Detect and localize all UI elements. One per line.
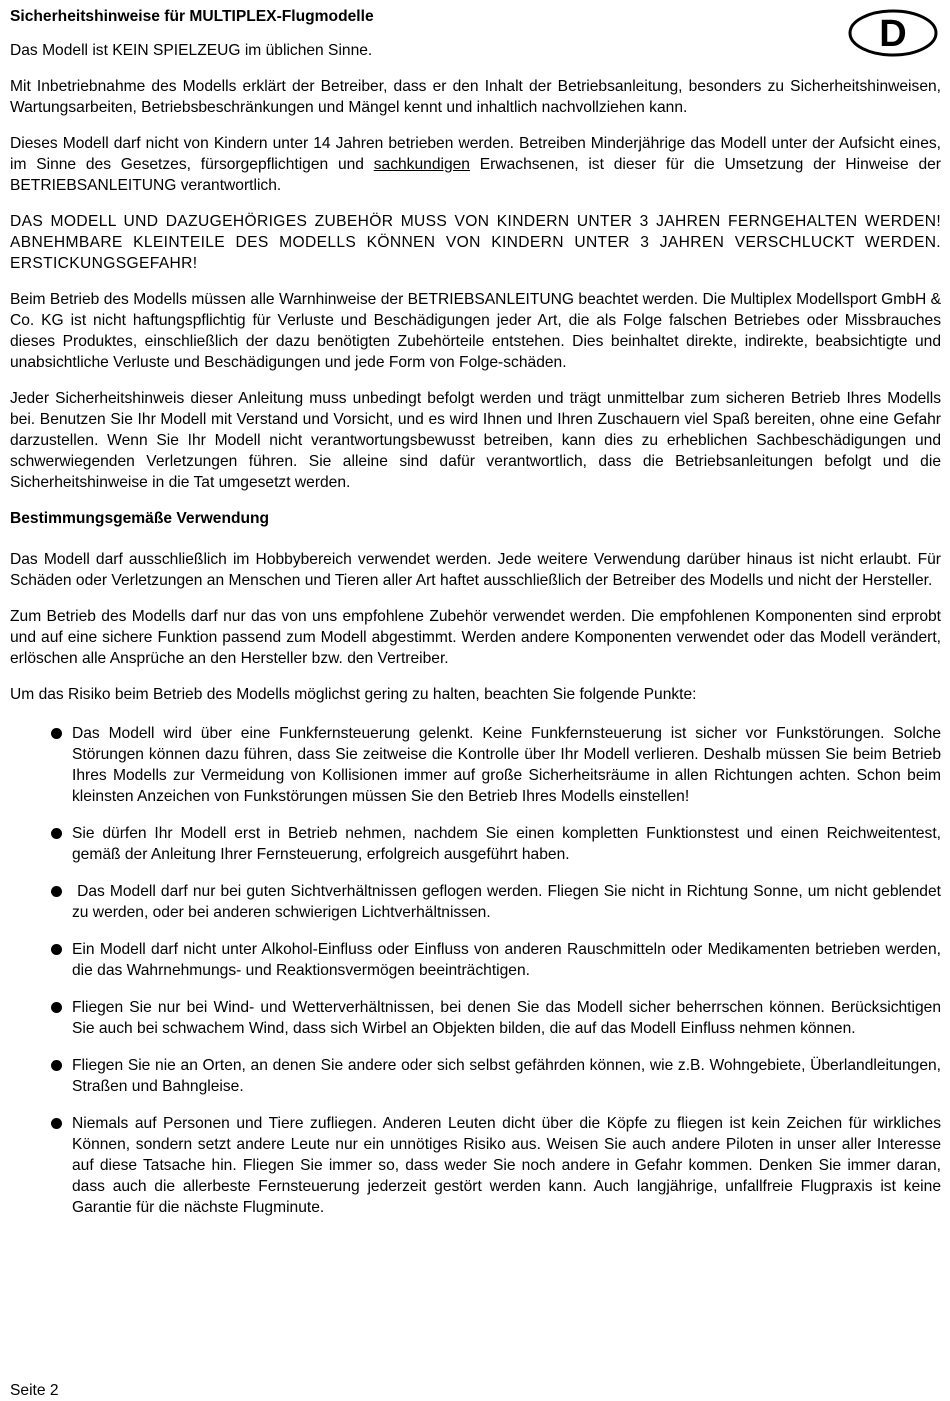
list-item-text: Fliegen Sie nur bei Wind- und Wetterverhältnissen, bei denen Sie das Modell sicher beherrschen können. Berücksichtigen Sie auch bei schwachem Wind, dass sich Wirbel an Objekten bilden, die auf das Modell Einfluss nehmen können.: [72, 999, 941, 1037]
list-item-text: Sie dürfen Ihr Modell erst in Betrieb nehmen, nachdem Sie einen kompletten Funktionstest und einen Reichweitentest, gemäß der Anleitung Ihrer Fernsteuerung, erfolgreich ausgeführt haben.: [72, 825, 941, 863]
bullet-icon: [51, 944, 62, 955]
risk-intro: Um das Risiko beim Betrieb des Modells möglichst gering zu halten, beachten Sie folgende Punkte:: [10, 686, 697, 703]
list-item: [10, 997, 941, 1039]
age-restriction-part1: Dieses Modell darf nicht von Kindern unter 14 Jahren betrieben werden. Betreiben Minderjährige das Modell unter der Aufsicht eines, im Sinne des Gesetzes, fürsorgepflichtigen und: [10, 135, 941, 173]
usage-heading: Bestimmungsgemäße Verwendung: [10, 510, 270, 527]
list-item-text: Das Modell wird über eine Funkfernsteuerung gelenkt. Keine Funkfernsteuerung ist sicher vor Funkstörungen. Solche Störungen können dazu führen, dass Sie zeitweise die Kontrolle über Ihr Modell verlieren. Deshalb müssen Sie beim Betrieb Ihres Modells zur Vermeidung von Kollisionen immer auf große Sicherheitsräume in allen Richtungen achten. Schon beim kleinsten Anzeichen von Funkstörungen müssen Sie den Betrieb Ihres Modells einstellen!: [72, 725, 941, 805]
age-restriction-part2: Erwachsenen, ist dieser für die Umsetzung der Hinweise der BETRIEBSANLEITUNG verantwortlich.: [10, 156, 941, 194]
safety-points-list: [10, 723, 946, 1218]
list-item-text: Niemals auf Personen und Tiere zufliegen. Anderen Leuten dicht über die Köpfe zu fliegen ist kein Zeichen für wirkliches Können, sondern setzt andere Leute nur ein unnötiges Risiko aus. Weisen Sie auch andere Piloten in unser aller Interesse auf diese Tatsache hin. Fliegen Sie immer so, dass weder Sie noch andere in Gefahr kommen. Denken Sie immer daran, dass auch die allerbeste Fernsteuerung jederzeit gestört werden kann. Auch langjährige, unfallfreie Flugpraxis ist keine Garantie für die nächste Flugminute.: [72, 1115, 941, 1216]
not-toy-notice: Das Modell ist KEIN SPIELZEUG im üblichen Sinne.: [10, 42, 373, 59]
list-item-text: Ein Modell darf nicht unter Alkohol-Einfluss oder Einfluss von anderen Rauschmitteln oder Medikamenten betrieben werden, die das Wahrnehmungs- und Reaktionsvermögen beeinträchtigen.: [72, 941, 941, 979]
bullet-icon: [51, 1002, 62, 1013]
list-item: [10, 881, 946, 923]
bullet-icon: [51, 1060, 62, 1071]
list-item: [10, 823, 941, 865]
list-item-text: Fliegen Sie nie an Orten, an denen Sie andere oder sich selbst gefährden können, wie z.B. Wohngebiete, Überlandleitungen, Straßen und Bahngleise.: [72, 1057, 941, 1095]
bullet-icon: [51, 828, 62, 839]
list-item: [10, 723, 941, 807]
age-restriction: [10, 133, 941, 196]
page-number: Seite 2: [10, 1382, 59, 1399]
list-item: [10, 1055, 941, 1097]
list-item: [10, 1113, 941, 1218]
operator-declaration: Mit Inbetriebnahme des Modells erklärt der Betreiber, dass er den Inhalt der Betriebsanleitung, besonders zu Sicherheitshinweisen, Wartungsarbeiten, Betriebsbeschränkungen und Mängel kennt und inhaltlich nachvollziehen kann.: [10, 78, 941, 116]
country-code: D: [879, 13, 907, 55]
accessories-notice: Zum Betrieb des Modells darf nur das von uns empfohlene Zubehör verwendet werden. Die empfohlenen Komponenten sind erprobt und auf eine sichere Funktion passend zum Modell abgestimmt. Werden andere Komponenten verwendet oder das Modell verändert, erlöschen alle Ansprüche an den Hersteller bzw. den Vertreiber.: [10, 608, 941, 667]
document-page: [10, 6, 946, 1234]
age-restriction-underlined: sachkundigen: [373, 156, 470, 173]
list-item: [10, 939, 941, 981]
liability-notice: Beim Betrieb des Modells müssen alle Warnhinweise der BETRIEBSANLEITUNG beachtet werden. Die Multiplex Modellsport GmbH & Co. KG ist nicht haftungspflichtig für Verluste und Beschädigungen jeder Art, die als Folge falschen Betriebes oder Missbrauches dieses Produktes, einschließlich der dazu benötigten Zubehörteile entstehen. Dies beinhaltet direkte, indirekte, beabsichtigte und unabsichtliche Verluste und Beschädigungen und jede Form von Folge-schäden.: [10, 291, 941, 371]
bullet-icon: [51, 728, 62, 739]
hobby-only-notice: Das Modell darf ausschließlich im Hobbybereich verwendet werden. Jede weitere Verwendung darüber hinaus ist nicht erlaubt. Für Schäden oder Verletzungen an Menschen und Tieren aller Art haftet ausschließlich der Betreiber des Modells und nicht der Hersteller.: [10, 551, 941, 589]
page-title: Sicherheitshinweise für MULTIPLEX-Flugmodelle: [10, 8, 374, 25]
bullet-icon: [51, 1118, 62, 1129]
follow-instructions-notice: Jeder Sicherheitshinweis dieser Anleitung muss unbedingt befolgt werden und trägt unmittelbar zum sicheren Betrieb Ihres Modells bei. Benutzen Sie Ihr Modell mit Verstand und Vorsicht, und es wird Ihnen und Ihren Zuschauern viel Spaß bereiten, ohne eine Gefahr darzustellen. Wenn Sie Ihr Modell nicht verantwortungsbewusst betreiben, kann dies zu erheblichen Sachbeschädigungen und schwerwiegenden Verletzungen führen. Sie alleine sind dafür verantwortlich, dass die Betriebsanleitungen befolgt und die Sicherheitshinweise in die Tat umgesetzt werden.: [10, 390, 941, 491]
list-item-text: Das Modell darf nur bei guten Sichtverhältnissen geflogen werden. Fliegen Sie nicht in Richtung Sonne, um nicht geblendet zu werden, oder bei anderen schwierigen Lichtverhältnissen.: [72, 883, 946, 921]
small-parts-warning: DAS MODELL UND DAZUGEHÖRIGES ZUBEHÖR MUSS VON KINDERN UNTER 3 JAHREN FERNGEHALTEN WERDEN! ABNEHMBARE KLEINTEILE DES MODELLS KÖNNEN VON KINDERN UNTER 3 JAHREN VERSCHLUCKT WERDEN. ERSTICKUNGSGEFAHR!: [10, 213, 941, 272]
bullet-icon: [51, 886, 62, 897]
